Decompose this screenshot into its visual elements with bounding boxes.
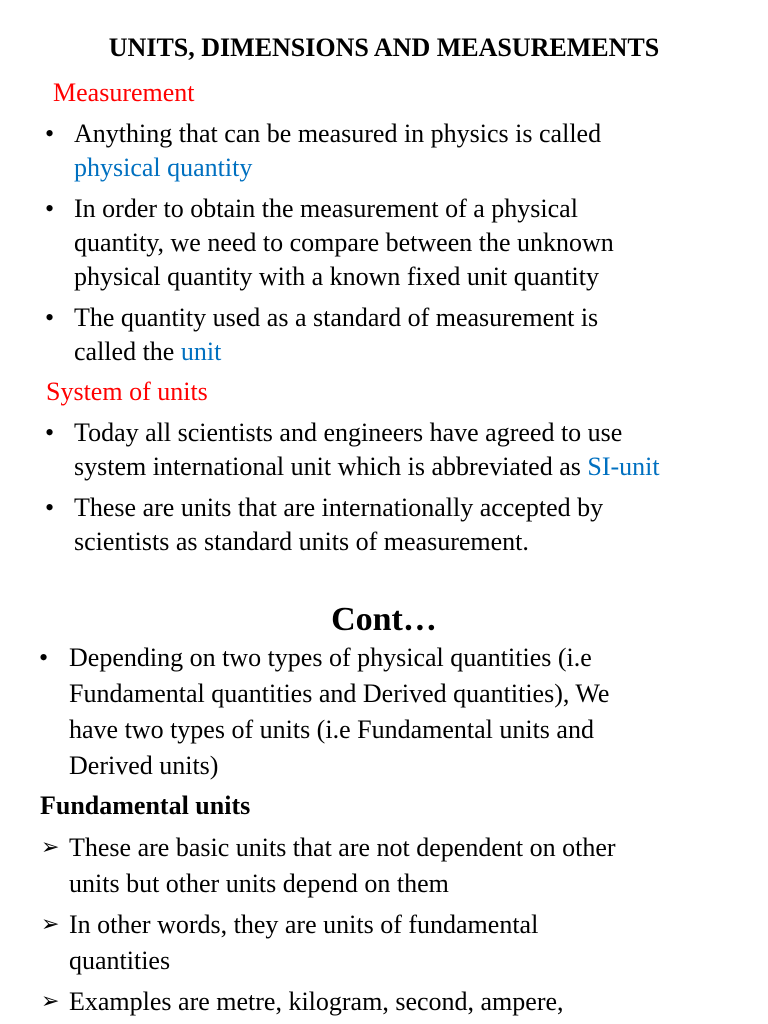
list-item-text: These are basic units that are not dependent on other: [69, 833, 616, 862]
list-item-text: units but other units depend on them: [69, 869, 449, 898]
bullet-icon: •: [45, 493, 55, 522]
list-item-text: Derived units): [69, 751, 219, 780]
list-item-text: Depending on two types of physical quantities (i.e: [69, 643, 592, 672]
list-item: [45, 491, 603, 559]
list-item-text: In other words, they are units of fundamental: [69, 910, 539, 939]
bullet-icon: •: [45, 119, 55, 148]
list-item: [45, 192, 614, 294]
list-item-text: Examples are metre, kilogram, second, ampere,: [69, 987, 564, 1016]
list-item: [45, 416, 660, 484]
list-item: [45, 301, 598, 369]
list-item-text: system international unit which is abbreviated as: [74, 452, 588, 481]
list-item: [41, 907, 538, 979]
highlight-unit: unit: [180, 337, 222, 366]
list-item-text: quantities: [69, 946, 171, 975]
section-heading-fundamental-units: Fundamental units: [40, 791, 251, 820]
arrow-bullet-icon: ➢: [41, 989, 60, 1014]
list-item-text: have two types of units (i.e Fundamental units and: [69, 715, 594, 744]
list-item-text: Today all scientists and engineers have agreed to use: [74, 418, 623, 447]
highlight-physical-quantity: physical quantity: [74, 153, 253, 182]
list-item-text: In order to obtain the measurement of a physical: [74, 194, 578, 223]
list-item-text-line: [45, 450, 660, 484]
list-item: [41, 830, 616, 902]
bullet-icon: •: [45, 303, 55, 332]
list-item-text: called the: [74, 337, 181, 366]
highlight-si-unit: SI-unit: [587, 452, 660, 481]
list-item: [45, 117, 601, 185]
bullet-icon: •: [45, 194, 55, 223]
section-heading-system-of-units: System of units: [46, 377, 208, 406]
bullet-icon: •: [45, 418, 55, 447]
list-item-text: Fundamental quantities and Derived quantities), We: [69, 679, 610, 708]
continuation-title: Cont…: [331, 601, 437, 638]
list-item-text: Anything that can be measured in physics is called: [74, 119, 602, 148]
list-item-text-line: [45, 335, 598, 369]
arrow-bullet-icon: ➢: [41, 835, 60, 860]
bullet-icon: •: [39, 643, 49, 672]
list-item-text: scientists as standard units of measurement.: [74, 527, 529, 556]
list-item: [41, 984, 564, 1020]
list-item-text: The quantity used as a standard of measurement is: [74, 303, 599, 332]
section-heading-measurement: Measurement: [53, 78, 195, 107]
list-item-text: quantity, we need to compare between the unknown: [74, 228, 614, 257]
arrow-bullet-icon: ➢: [41, 912, 60, 937]
list-item-text: These are units that are internationally accepted by: [74, 493, 604, 522]
list-item: [39, 640, 609, 784]
list-item-text: physical quantity with a known fixed unit quantity: [74, 262, 599, 291]
page-title: UNITS, DIMENSIONS AND MEASUREMENTS: [108, 33, 660, 62]
